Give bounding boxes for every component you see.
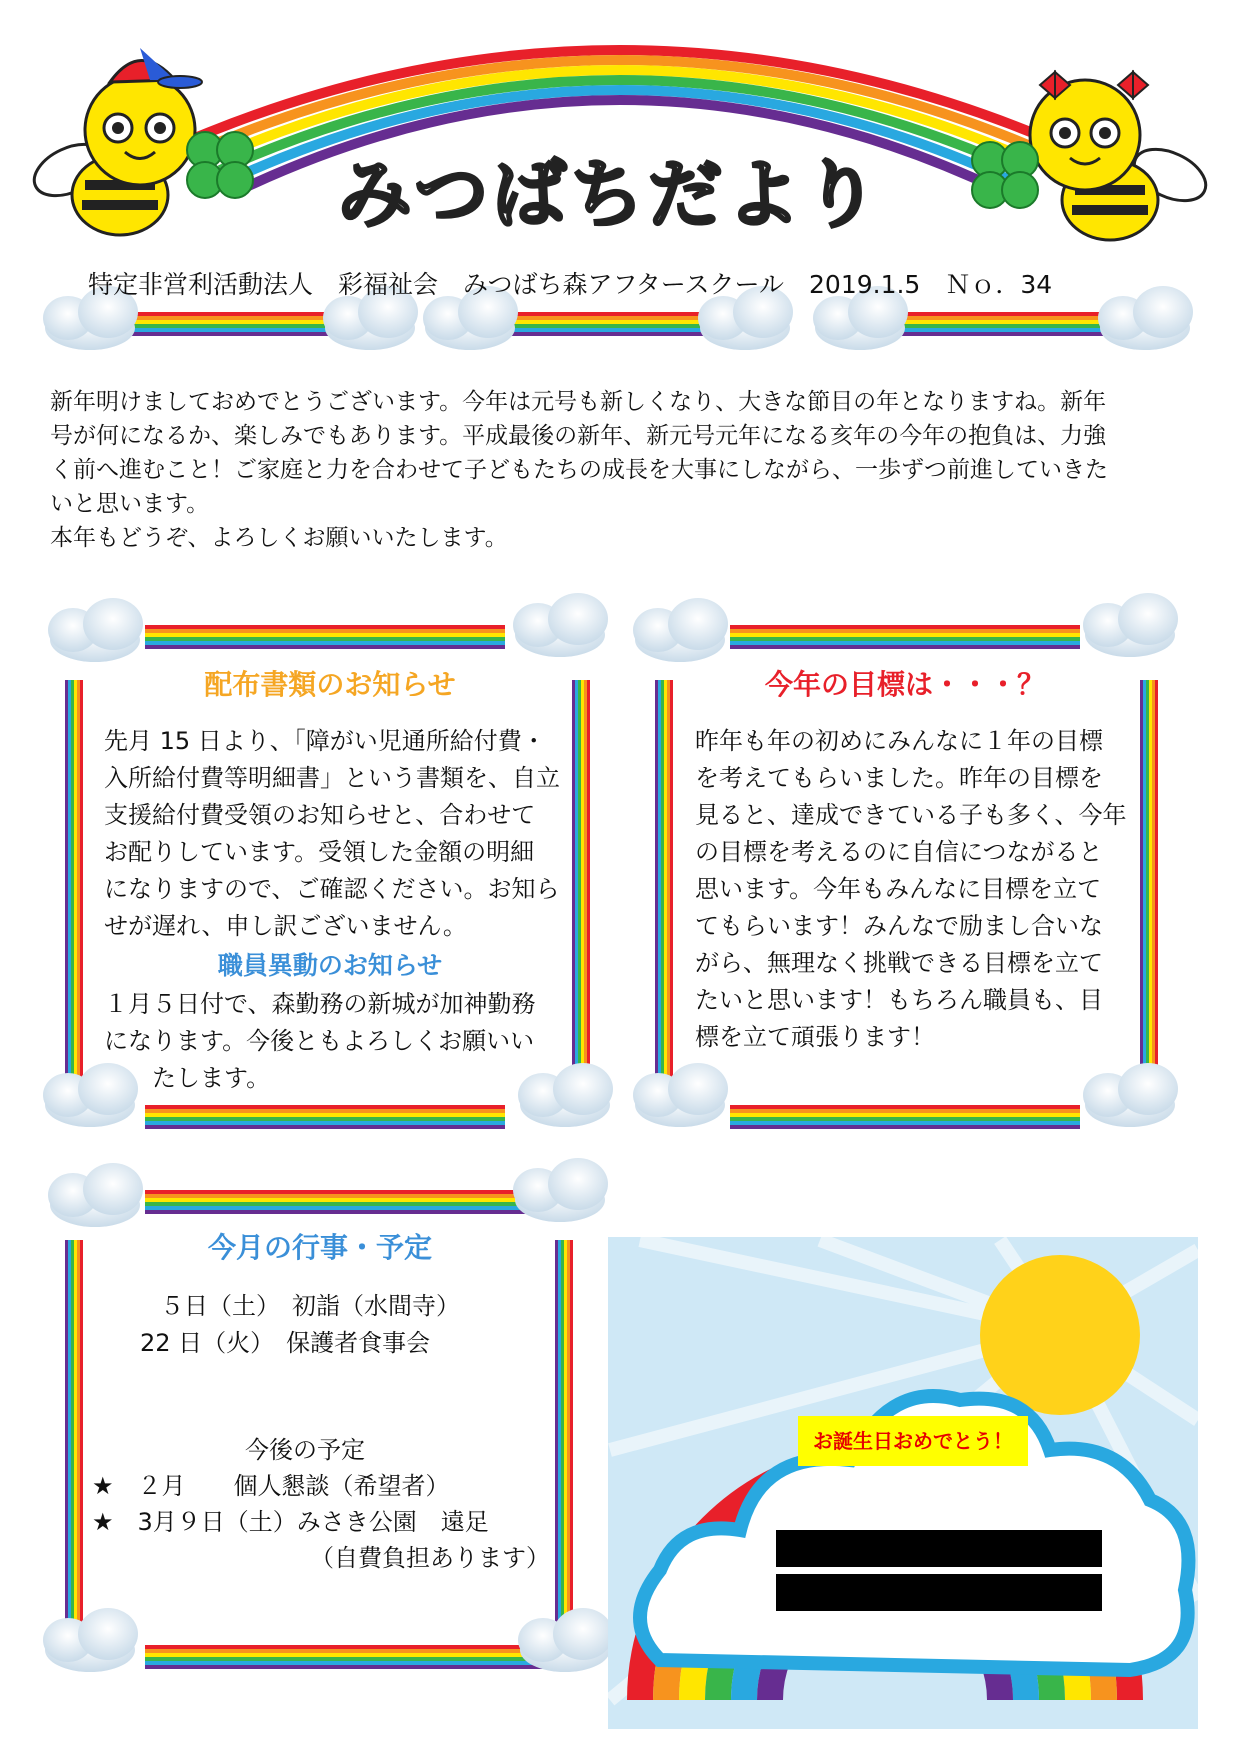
event-item: 22 日（火） 保護者食事会: [140, 1329, 431, 1357]
staff-change-heading: 職員異動のお知らせ: [217, 951, 443, 980]
event-item: ５日（土） 初詣（水間寺）: [160, 1292, 460, 1320]
birthday-label: お誕生日おめでとう！: [798, 1416, 1028, 1466]
redacted-name-bar: [776, 1530, 1102, 1567]
redacted-name-bar: [776, 1574, 1102, 1611]
future-item: ★ 3月９日（土）みさき公園 遠足: [92, 1508, 489, 1536]
events-heading: 今月の行事・予定: [207, 1231, 432, 1264]
goals-text: 昨年も年の初めにみんなに１年の目標 を考えてもらいました。昨年の目標を 見ると、達成できている子も多く、今年 の目標を考えるのに自信につながると 思います。今年もみんなに目標を立て てもらいます！みんなで励まし合いな がら、無理なく挑戦できる目標を立て たいと思います！もちろん職員も、目 標を立て頑張ります！: [695, 727, 1127, 1051]
distribution-text: 先月 15 日より、「障がい児通所給付費・ 入所給付費等明細書」という書類を、自立 支援給付費受領のお知らせと、合わせて お配りしています。受領した金額の明細 になりますので、ご確認ください。お知ら せが遅れ、申し訳ございません。: [104, 727, 560, 940]
page-subtitle: 特定非営利活動法人 彩福祉会 みつばち森アフタースクール 2019.1.5 Ｎｏ．34: [88, 270, 1053, 299]
page-title: みつばちだより: [337, 152, 883, 238]
intro-paragraph: 新年明けましておめでとうございます。今年は元号も新しくなり、大きな節目の年となりますね。新年 号が何になるか、楽しみでもあります。平成最後の新年、新元号元年になる亥年の今年の抱負は、力強 く前へ進むこと！ご家庭と力を合わせて子どもたちの成長を大事にしながら、一歩ずつ前進していきた いと思います。 本年もどうぞ、よろしくお願いいたします。: [50, 389, 1108, 551]
future-heading: 今後の予定: [245, 1436, 365, 1464]
bee-right-icon: [972, 72, 1214, 240]
birthday-illustration: [608, 1237, 1198, 1729]
goals-heading: 今年の目標は・・・？: [764, 668, 1045, 701]
future-item-note: （自費負担あります）: [310, 1544, 550, 1572]
distribution-heading: 配布書類のお知らせ: [204, 668, 456, 701]
staff-change-text: １月５日付で、森勤務の新城が加神勤務 になります。今後ともよろしくお願いい たします。: [104, 990, 536, 1092]
future-item: ★ ２月 個人懇談（希望者）: [92, 1472, 450, 1500]
bee-left-icon: [26, 48, 253, 235]
